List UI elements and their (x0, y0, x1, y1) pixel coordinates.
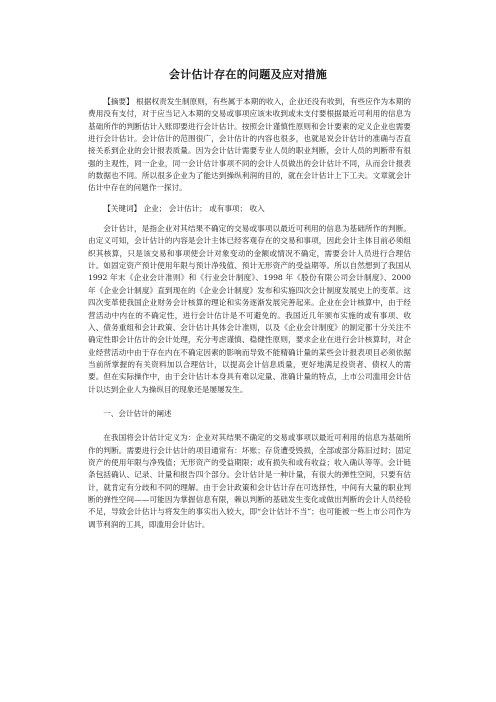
section-paragraph: 在我国将会计估计定义为：企业对其结果不确定的交易或事项以最近可利用的信息为基础所作的判断。需要进行会计估计的项目通常有：坏账；存货遭受毁损，全部或部分陈旧过时；固定资产的使用年限与净残值；无形资产的受益期限；或有损失和或有收益；收入确认等等。会计链条包括确认、记录、计量和报告四个部分。会计估计是一种计量，有很大的弹性空间，只要有估计，就肯定有分歧和不同的理解。由于会计政策和会计估计存在可选择性，中间有大量的职业判断的弹性空间——可能因为掌握信息有限，赖以判断的基础发生变化或做出判断的会计人员经验不足，导致会计估计与将发生的事实出入较大，即“会计估计不当”；也可能被一些上市公司作为调节利润的工具，即滥用会计估计。 (88, 433, 411, 529)
keywords-paragraph: 【关键词】 企业； 会计估计； 或有事项； 收入 (103, 203, 265, 213)
document-title: 会计估计存在的问题及应对措施 (168, 68, 328, 81)
section-heading: 一、会计估计的阐述 (103, 408, 172, 418)
abstract-paragraph: 【摘要】 根据权责发生制原则，有些属于本期的收入，企业还没有收到，有些应作为本期的费用没有支付，对于应当记入本期的交易或事项应该未收到或未支付要根据最近可利用的信息为基础所作的判断估计入账即要进行会计估计。按照会计谨慎性原则和会计要素的定义企业也需要进行会计估计。会计估计的范围很广，会计估计的内容也很多，也就是说会计估计的准确与否直接关系到企业的会计报表质量。因为会计估计需要专业人员的职业判断，会计人员的判断带有很强的主观性，同一企业，同一会计估计事项不同的会计人员做出的会计估计不同，从而会计报表的数据也不同。所以很多企业为了能达到操纵利润的目的，就在会计估计上下工夫。文章就会计估计中存在的问题作一探讨。 (88, 97, 411, 193)
document-body (88, 96, 411, 531)
intro-paragraph: 会计估计，是指企业对其结果不确定的交易或事项以最近可利用的信息为基础所作的判断。由定义可知，会计估计的内容是会计主体已经客观存在的交易和事项，因此会计主体目前必须组织其核算，只是该交易和事项使会计对象变动的金额或情况不确定，需要会计人员进行合理估计。如固定资产预计使用年限与预计净残值、预计无形资产的受益期等。所以自然想到了我国从 1992 年末《企业会计准则》和《行业会计制度》、1998 年《股份有限公司会计制度》、2000 年《企业会计制度》直到现在的《企业会计制度》发布和实施四次会计制度发展史上的变革。这四次变革使我国企业财务会计核算的理论和实务逐渐发展完善起来。企业在会计核算中，由于经营活动中内在的不确定性，进行会计估计是不可避免的。我国近几年颁布实施的或有事项、收入、债务重组和会计政策、会计估计具体会计准则，以及《企业会计制度》的制定都十分关注不确定性即会计估计的会计处理，充分考虑谨慎、稳健性原则，要求企业在进行会计核算时，对企业经营活动中由于存在内在不确定因素的影响而导致不能精确计量的某些会计报表项目必须依据当前所掌握的有关资料加以合理估计，以提高会计信息质量，更好地满足投资者、债权人的需要。但在实际操作中，由于会计估计本身具有难以定量、准确计量的特点，上市公司滥用会计估计以达到企业人为操纵目的现象还是屡屡发生。 (88, 224, 411, 394)
